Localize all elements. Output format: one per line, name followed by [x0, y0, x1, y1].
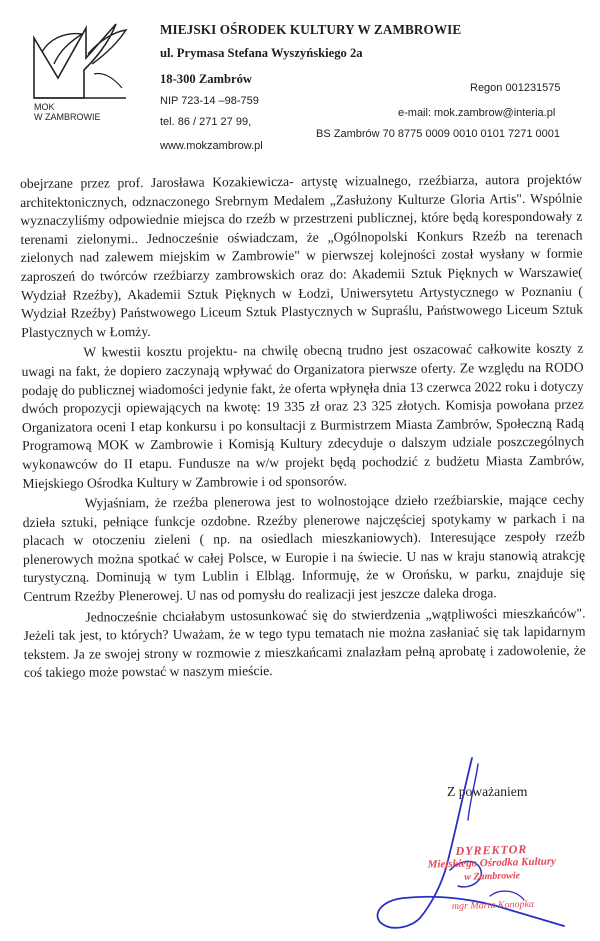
regon-number: Regon 001231575: [470, 82, 561, 94]
logo-text: [34, 102, 101, 122]
website-link[interactable]: www.mokzambrow.pl: [160, 140, 263, 152]
stamp-name: mgr Marta Konopka: [451, 898, 534, 913]
closing-salutation: Z poważaniem: [447, 784, 528, 799]
nip-number: NIP 723-14 –98-759: [160, 95, 259, 107]
org-name: MIEJSKI OŚRODEK KULTURY W ZAMBROWIE: [160, 22, 462, 37]
logo-text-line1: MOK: [34, 102, 55, 112]
address-street: ul. Prymasa Stefana Wyszyńskiego 2a: [160, 46, 363, 60]
paragraph-3: Wyjaśniam, że rzeźba plenerowa jest to wolnostojące dzieło rzeźbiarskie, mające cechy dzieła sztuki, pełniące funkcje ozdobne. Rzeźby plenerowe najczęściej spotykamy w parkach i na placach w otoczeniu zieleni ( np. na osiedlach mieszkaniowych). Interesujące zespoły rzeźb plenerowych można spotkać w całej Polsce, w Europie i na świecie. U nas w kraju stanowią atrakcję turystyczną. Dominują w tym Lublin i Elbląg. Informuję, że w Orońsku, w parku, znajduje się Centrum Rzeźby Plenerowej. U nas od pomysłu do realizacji jest jeszcze daleka droga.: [22, 491, 586, 605]
letterhead: [0, 0, 600, 170]
logo-text-line2: W ZAMBROWIE: [34, 112, 101, 122]
phone-number: tel. 86 / 271 27 99,: [160, 116, 252, 128]
director-stamp: [427, 842, 557, 913]
bank-account: BS Zambrów 70 8775 0009 0010 0101 7271 0001: [316, 128, 561, 140]
paragraph-1: obejrzane przez prof. Jarosława Kozakiewicza- artystę wizualnego, rzeźbiarza, autora projektów architektonicznych, odznaczonego Srebrnym Medalem „Zasłużony Kulturze Gloria Artis". Wspólnie wyznaczyliśmy odpowiednie miejsca do rzeźb w przestrzeni publicznej, które będą korespondowały z terenami zielonymi.. Jednocześnie oświadczam, że „Ogólnopolski Konkurs Rzeźb na terenach zielonych nad zalewem miejskim w Zambrowie" w pierwszej kolejności został wysłany w formie zaproszeń do twórców rzeźbiarzy zambrowskich oraz do: Akademii Sztuk Pięknych w Warszawie( Wydział Rzeźby), Akademii Sztuk Pięknych w Łodzi, Uniwersytetu Artystycznego w Poznaniu ( Wydział Rzeźby) Państwowego Liceum Sztuk Plastycznych w Supraślu, Państwowego Liceum Sztuk Plastycznych w Łomży.: [20, 171, 584, 340]
paragraph-2: W kwestii kosztu projektu- na chwilę obecną trudno jest oszacować całkowite koszty z uwagi na fakt, że dopiero zaczynają wpływać do Organizatora pierwsze oferty. Ze względu na RODO podaję do publicznej wiadomości jedynie fakt, że oferta wpłynęła dnia 13 czerwca 2022 roku i dotyczy dwóch propozycji opiewających na kwotę: 19 335 zł oraz 23 325 złotych. Komisja powołana przez Organizatora oceni I etap konkursu i po konsultacji z Burmistrzem Miasta Zambrów, Społeczną Radą Programową MOK w Zambrowie i Komisją Kultury zdecyduje o dalszym udziale poszczególnych wykonawców do II etapu. Fundusze na w/w projekt będą pochodzić z budżetu Miasta Zambrów, Miejskiego Ośrodka Kultury w Zambrowie i od sponsorów.: [21, 340, 585, 491]
letter-body: [20, 171, 586, 685]
stamp-title: DYREKTOR: [455, 842, 528, 858]
stamp-institution: Miejskiego Ośrodka Kultury: [427, 855, 556, 871]
paragraph-4: Jednocześnie chciałabym ustosunkować się do stwierdzenia „wątpliwości mieszkańców". Jeżeli tak jest, to których? Uważam, że w tego typu tematach nie można zasłaniać się tak lapidarnym tekstem. Ja ze swojej strony w rozmowie z mieszkańcami znalazłam pełną aprobatę i zadowolenie, że coś takiego może powstać w naszym mieście.: [23, 605, 586, 681]
email-link[interactable]: e-mail: mok.zambrow@interia.pl: [398, 107, 556, 119]
address-city: 18-300 Zambrów: [160, 72, 252, 86]
stamp-location: w Zambrowie: [463, 870, 520, 883]
